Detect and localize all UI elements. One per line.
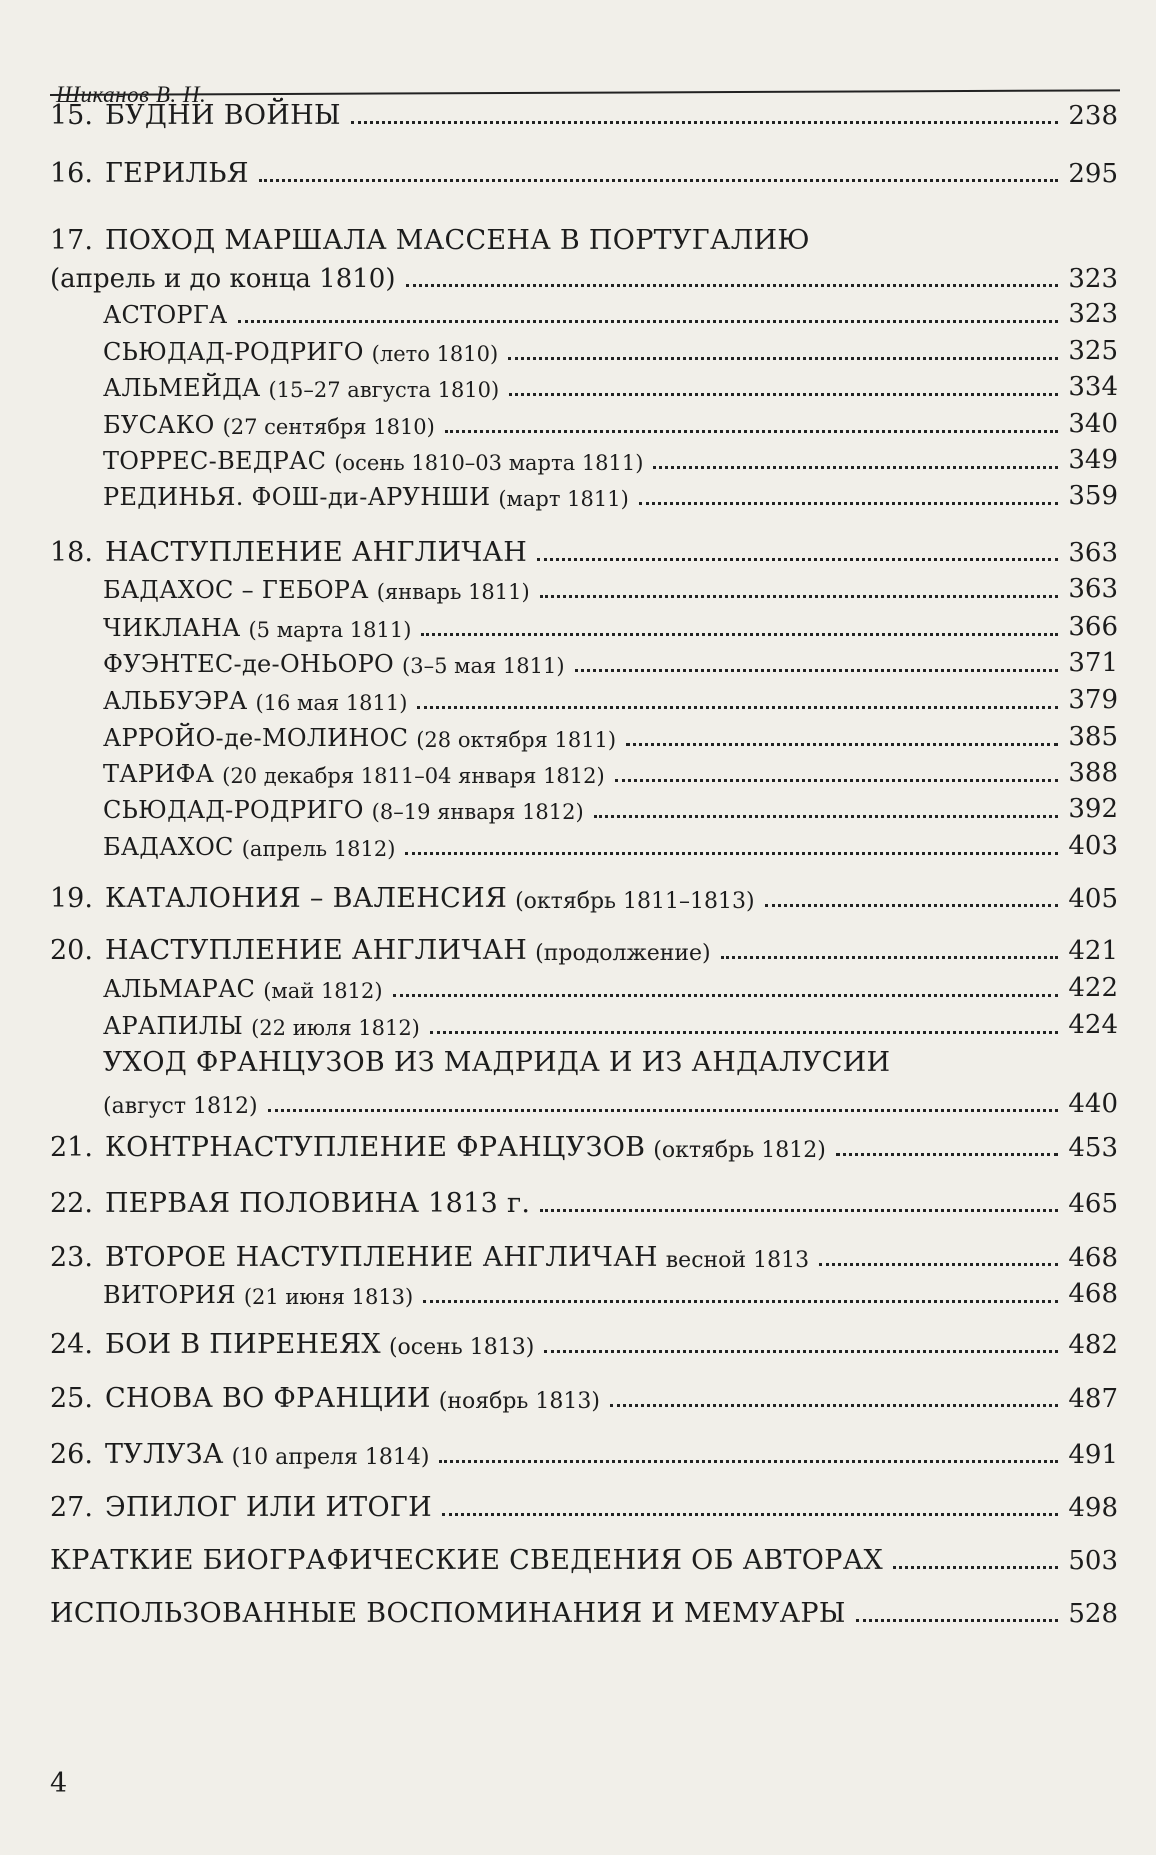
chapter-number: 18. (50, 537, 93, 568)
dot-leader (259, 179, 1058, 182)
entry-note: (январь 1811) (376, 580, 530, 604)
chapter-number: 26. (50, 1439, 93, 1470)
dot-leader (537, 558, 1058, 561)
dot-leader (639, 502, 1059, 505)
entry-note: (10 апреля 1814) (231, 1445, 430, 1470)
toc-entry (103, 568, 1118, 604)
entry-title: ВИТОРИЯ (103, 1281, 236, 1309)
entry-page-number: 503 (1068, 1546, 1118, 1576)
chapter-number: 23. (50, 1242, 93, 1273)
entry-note: (20 декабря 1811–04 января 1812) (222, 764, 605, 788)
entry-page-number: 238 (1068, 101, 1118, 131)
entry-page-number: 465 (1068, 1189, 1118, 1219)
entry-title: НАСТУПЛЕНИЕ АНГЛИЧАН (104, 935, 528, 966)
entry-note: (апрель 1812) (241, 837, 396, 861)
toc-entry (50, 878, 1118, 914)
toc-entry (103, 788, 1118, 824)
entry-title: УХОД ФРАНЦУЗОВ ИЗ МАДРИДА И ИЗ АНДАЛУСИИ (103, 1047, 891, 1078)
entry-title: РЕДИНЬЯ. ФОШ-ди-АРУНШИ (103, 483, 491, 511)
toc-entry (103, 967, 1118, 1003)
dot-leader (445, 430, 1058, 433)
entry-title: КОНТРНАСТУПЛЕНИЕ ФРАНЦУЗОВ (104, 1132, 646, 1163)
entry-title: БАДАХОС (103, 833, 234, 861)
entry-title: ИСПОЛЬЗОВАННЫЕ ВОСПОМИНАНИЯ И МЕМУАРЫ (50, 1598, 846, 1629)
entry-note: (апрель и до конца 1810) (50, 264, 396, 294)
toc-entry (103, 439, 1118, 475)
toc-entry (50, 1237, 1118, 1273)
toc-entry (103, 330, 1118, 366)
toc-entry (103, 1004, 1118, 1040)
chapter-number: 27. (50, 1492, 93, 1523)
entry-page-number: 363 (1068, 574, 1118, 604)
toc-entry (50, 220, 1118, 256)
entry-title: ТУЛУЗА (104, 1439, 224, 1470)
toc-entry (103, 366, 1118, 402)
entry-note: (октябрь 1811–1813) (515, 889, 755, 914)
dot-leader (442, 1513, 1058, 1516)
dot-leader (417, 706, 1058, 709)
dot-leader (508, 357, 1058, 360)
entry-page-number: 379 (1068, 685, 1118, 715)
chapter-number: 25. (50, 1383, 93, 1414)
toc-entry (103, 642, 1118, 678)
dot-leader (819, 1263, 1058, 1266)
running-header-author: Шиканов В. Н. (56, 82, 207, 107)
dot-leader (594, 815, 1059, 818)
entry-title: БУСАКО (103, 411, 215, 439)
entry-page-number: 371 (1068, 648, 1118, 678)
entry-title: БОИ В ПИРЕНЕЯХ (104, 1329, 381, 1360)
entry-note: (21 июня 1813) (243, 1285, 414, 1309)
entry-page-number: 468 (1068, 1279, 1118, 1309)
dot-leader (575, 669, 1059, 672)
entry-page-number: 388 (1068, 758, 1118, 788)
chapter-number: 16. (50, 158, 93, 189)
page-number: 4 (50, 1768, 68, 1799)
entry-page-number: 392 (1068, 794, 1118, 824)
dot-leader (351, 121, 1058, 124)
dot-leader (421, 633, 1058, 636)
dot-leader (405, 852, 1058, 855)
toc-entry (103, 752, 1118, 788)
toc-entry (103, 1083, 1118, 1119)
entry-note: (5 марта 1811) (248, 618, 412, 642)
entry-page-number: 403 (1068, 831, 1118, 861)
dot-leader (406, 284, 1059, 287)
entry-page-number: 325 (1068, 336, 1118, 366)
entry-page-number: 453 (1068, 1133, 1118, 1163)
entry-page-number: 359 (1068, 481, 1118, 511)
dot-leader (540, 1209, 1058, 1212)
toc-entry (50, 1378, 1118, 1414)
toc-entry (50, 1183, 1118, 1219)
entry-page-number: 385 (1068, 722, 1118, 752)
entry-note: (август 1812) (103, 1094, 258, 1119)
entry-title: АРАПИЛЫ (103, 1012, 244, 1040)
entry-title: ГЕРИЛЬЯ (104, 158, 249, 189)
entry-title: ФУЭНТЕС-де-ОНЬОРО (103, 650, 395, 678)
dot-leader (856, 1619, 1059, 1622)
toc-entry (50, 1487, 1118, 1523)
toc-entry (103, 403, 1118, 439)
entry-note: (15–27 августа 1810) (268, 378, 500, 402)
dot-leader (610, 1404, 1058, 1407)
entry-page-number: 334 (1068, 372, 1118, 402)
toc-entry (50, 1324, 1118, 1360)
entry-note: (3–5 мая 1811) (402, 654, 565, 678)
toc-entry (50, 258, 1118, 294)
entry-page-number: 487 (1068, 1384, 1118, 1414)
toc-entry (103, 1273, 1118, 1309)
dot-leader (653, 466, 1058, 469)
entry-page-number: 349 (1068, 445, 1118, 475)
toc-entry (103, 475, 1118, 511)
entry-page-number: 440 (1068, 1089, 1118, 1119)
dot-leader (836, 1153, 1059, 1156)
entry-title: НАСТУПЛЕНИЕ АНГЛИЧАН (104, 537, 528, 568)
entry-note: (27 сентября 1810) (222, 415, 435, 439)
toc-entry (50, 930, 1118, 966)
entry-title: АЛЬМАРАС (103, 975, 256, 1003)
entry-note: (ноябрь 1813) (438, 1389, 600, 1414)
entry-title: СНОВА ВО ФРАНЦИИ (104, 1383, 431, 1414)
entry-title: АСТОРГА (103, 301, 228, 329)
entry-title: СЬЮДАД-РОДРИГО (103, 338, 364, 366)
toc-entry (103, 679, 1118, 715)
dot-leader (238, 320, 1059, 323)
entry-note: (осень 1813) (388, 1335, 535, 1360)
entry-note: (март 1811) (498, 487, 629, 511)
entry-title: АРРОЙО-де-МОЛИНОС (103, 724, 409, 752)
toc-entry (50, 1593, 1118, 1629)
entry-title: ЧИКЛАНА (103, 614, 241, 642)
dot-leader (540, 595, 1059, 598)
entry-note: весной 1813 (665, 1248, 810, 1273)
toc-entry (50, 1127, 1118, 1163)
entry-note: (осень 1810–03 марта 1811) (334, 451, 644, 475)
toc-entry (50, 95, 1118, 131)
dot-leader (615, 779, 1059, 782)
entry-page-number: 468 (1068, 1243, 1118, 1273)
toc-entry (50, 153, 1118, 189)
entry-page-number: 323 (1068, 299, 1118, 329)
toc-entry (103, 825, 1118, 861)
entry-page-number: 323 (1068, 264, 1118, 294)
dot-leader (439, 1460, 1058, 1463)
entry-title: АЛЬМЕЙДА (103, 374, 261, 402)
entry-title: ПЕРВАЯ ПОЛОВИНА 1813 г. (104, 1188, 531, 1219)
dot-leader (721, 956, 1059, 959)
entry-note: (май 1812) (263, 979, 383, 1003)
dot-leader (765, 904, 1059, 907)
dot-leader (544, 1350, 1058, 1353)
entry-title: КАТАЛОНИЯ – ВАЛЕНСИЯ (104, 883, 508, 914)
dot-leader (268, 1109, 1059, 1112)
entry-note: (продолжение) (535, 941, 711, 966)
entry-page-number: 421 (1068, 936, 1118, 966)
entry-note: (8–19 января 1812) (371, 800, 584, 824)
chapter-number: 21. (50, 1132, 93, 1163)
dot-leader (423, 1300, 1058, 1303)
entry-title: БУДНИ ВОЙНЫ (104, 100, 341, 131)
chapter-number: 17. (50, 225, 93, 256)
dot-leader (430, 1031, 1058, 1034)
toc-entry (103, 606, 1118, 642)
chapter-number: 22. (50, 1188, 93, 1219)
entry-page-number: 295 (1068, 159, 1118, 189)
entry-title: БАДАХОС – ГЕБОРА (103, 576, 369, 604)
toc-entry (103, 293, 1118, 329)
entry-note: (22 июля 1812) (251, 1016, 420, 1040)
entry-title: ПОХОД МАРШАЛА МАССЕНА В ПОРТУГАЛИЮ (104, 225, 810, 256)
entry-title: ВТОРОЕ НАСТУПЛЕНИЕ АНГЛИЧАН (104, 1242, 658, 1273)
entry-title: АЛЬБУЭРА (103, 687, 248, 715)
entry-page-number: 340 (1068, 409, 1118, 439)
toc-entry (103, 716, 1118, 752)
entry-page-number: 405 (1068, 884, 1118, 914)
entry-page-number: 528 (1068, 1599, 1118, 1629)
entry-note: (октябрь 1812) (653, 1138, 826, 1163)
dot-leader (893, 1566, 1058, 1569)
entry-note: (лето 1810) (371, 342, 499, 366)
entry-page-number: 366 (1068, 612, 1118, 642)
entry-page-number: 491 (1068, 1440, 1118, 1470)
entry-note: (28 октября 1811) (416, 728, 617, 752)
entry-page-number: 422 (1068, 973, 1118, 1003)
dot-leader (393, 994, 1059, 997)
entry-page-number: 424 (1068, 1010, 1118, 1040)
dot-leader (626, 743, 1058, 746)
entry-title: КРАТКИЕ БИОГРАФИЧЕСКИЕ СВЕДЕНИЯ ОБ АВТОРАХ (50, 1545, 883, 1576)
toc-entry (50, 532, 1118, 568)
entry-page-number: 363 (1068, 538, 1118, 568)
entry-title: ТОРРЕС-ВЕДРАС (103, 447, 327, 475)
entry-title: СЬЮДАД-РОДРИГО (103, 796, 364, 824)
entry-page-number: 498 (1068, 1493, 1118, 1523)
chapter-number: 19. (50, 883, 93, 914)
chapter-number: 20. (50, 935, 93, 966)
toc-entry (103, 1042, 1118, 1078)
toc-entry (50, 1434, 1118, 1470)
chapter-number: 15. (50, 100, 93, 131)
entry-title: ТАРИФА (103, 760, 215, 788)
entry-page-number: 482 (1068, 1330, 1118, 1360)
toc-entry (50, 1540, 1118, 1576)
chapter-number: 24. (50, 1329, 93, 1360)
entry-note: (16 мая 1811) (255, 691, 408, 715)
entry-title: ЭПИЛОГ ИЛИ ИТОГИ (104, 1492, 432, 1523)
dot-leader (509, 393, 1058, 396)
